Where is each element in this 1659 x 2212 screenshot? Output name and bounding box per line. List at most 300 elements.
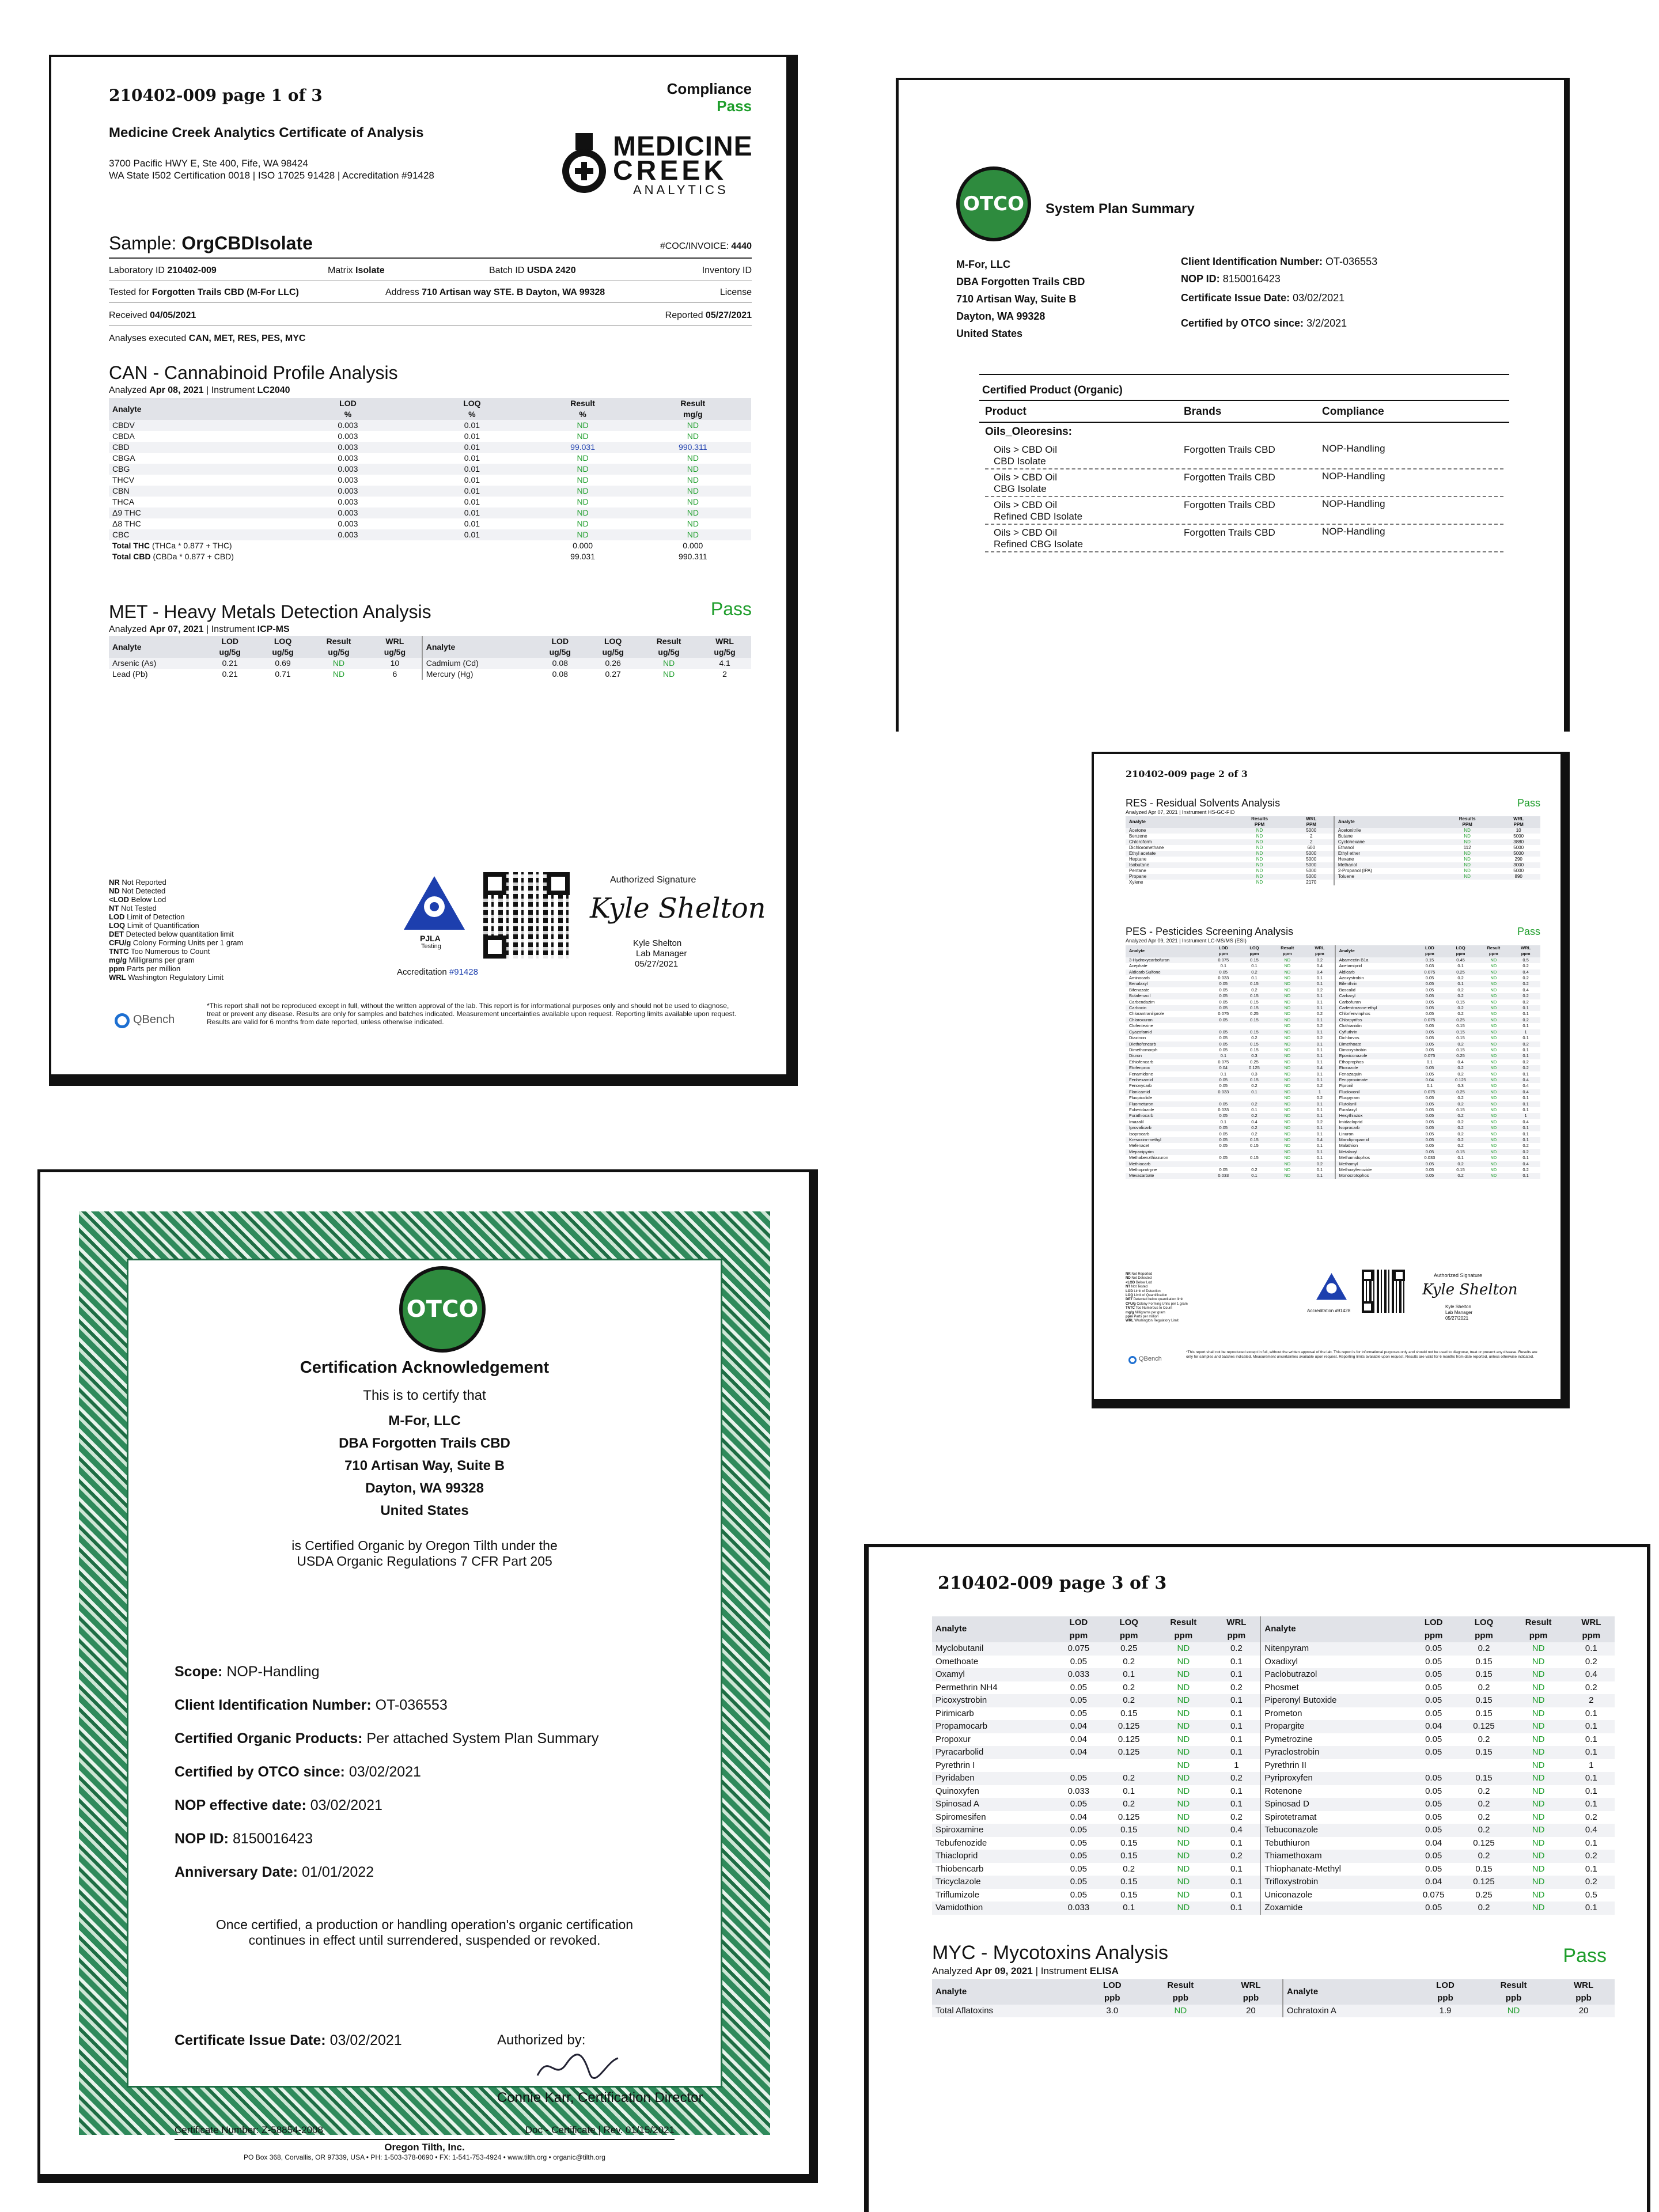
batch-value: USDA 2420 — [527, 266, 576, 275]
table-cell: ND — [1270, 1125, 1305, 1131]
table-cell: Diuron — [1126, 1053, 1208, 1059]
table-cell: Spinosad A — [932, 1798, 1054, 1811]
footer-rule — [175, 2139, 675, 2140]
column-header: WRL ppm — [1213, 1616, 1260, 1642]
column-header: WRL ug/5g — [368, 636, 422, 658]
table-cell: ND — [531, 507, 635, 518]
table-cell: 0.05 — [1414, 1065, 1445, 1071]
table-row — [1126, 1065, 1540, 1071]
table-cell: ND — [1284, 1071, 1291, 1077]
total-cbd-row — [109, 551, 751, 562]
table-cell: 0.2 — [1478, 1734, 1490, 1744]
table-cell: ND — [1490, 1059, 1497, 1065]
table-cell — [1239, 1161, 1270, 1167]
table-row — [932, 1656, 1615, 1669]
table-cell: ND — [1509, 1876, 1568, 1889]
table-cell: 0.1 — [1522, 1155, 1529, 1161]
table-cell: ND — [1509, 1720, 1568, 1733]
myc-title: MYC - Mycotoxins Analysis — [932, 1942, 1168, 1964]
table-cell: Propamocarb — [932, 1720, 1054, 1733]
table-cell: ND — [1284, 987, 1291, 993]
column-header: LOD % — [283, 398, 414, 420]
table-row — [1126, 1107, 1540, 1113]
table-cell: ND — [577, 497, 589, 506]
legend-meaning: Below Lod — [1135, 1281, 1152, 1285]
table-cell: 0.25 — [1250, 1059, 1259, 1065]
table-cell: 0.25 — [1445, 1017, 1476, 1023]
table-row — [1126, 880, 1540, 885]
table-cell: Acephate — [1129, 963, 1147, 969]
table-row — [1126, 874, 1540, 880]
table-cell: Flutolanil — [1335, 1101, 1414, 1107]
table-row — [109, 658, 751, 669]
table-row — [1126, 1137, 1540, 1143]
table-cell: ND — [1256, 880, 1263, 885]
table-cell: 0.2 — [1478, 1786, 1490, 1796]
table-cell: ND — [1270, 1041, 1305, 1047]
table-cell: Fluometuron — [1126, 1101, 1208, 1107]
table-cell: Pyridaben — [932, 1772, 1054, 1785]
table-cell: Metalaxyl — [1335, 1149, 1414, 1155]
table-cell: Zoxamide — [1260, 1902, 1408, 1915]
column-header: Result % — [531, 398, 635, 420]
table-cell: ND — [1509, 1772, 1568, 1785]
column-header: Analyte — [1283, 1979, 1416, 2005]
table-cell: 0.1 — [1522, 1023, 1529, 1029]
table-cell: ND — [1154, 1850, 1213, 1863]
table-cell: 0.05 — [1414, 1113, 1445, 1119]
table-cell: ND — [1270, 1053, 1305, 1059]
table-cell: ND — [1532, 1838, 1545, 1848]
table-cell: 0.1 — [1511, 1101, 1540, 1107]
table-cell: 0.1 — [1213, 1798, 1260, 1811]
table-cell: ND — [1270, 1017, 1305, 1023]
table-cell: 0.2 — [1445, 1161, 1476, 1167]
table-cell: 0.1 — [1230, 1734, 1243, 1744]
plan-product-row — [985, 525, 1503, 552]
table-cell: 0.05 — [1219, 1035, 1228, 1041]
table-cell: ND — [531, 529, 635, 540]
table-cell: Nitenpyram — [1260, 1642, 1408, 1656]
table-row — [1126, 1071, 1540, 1077]
table-cell: 600 — [1307, 845, 1315, 850]
table-cell: 0.033 — [1208, 1173, 1239, 1179]
table-cell: 0.05 — [1219, 1083, 1228, 1089]
table-cell: 2-Propanol (IPA) — [1334, 868, 1438, 874]
license: License — [719, 287, 752, 297]
table-row — [1126, 1173, 1540, 1179]
table-cell: 0.2 — [1585, 1682, 1597, 1692]
column-header: WRL ug/5g — [698, 636, 751, 658]
table-row — [1126, 1149, 1540, 1155]
column-header: WRL ppm — [1511, 945, 1540, 957]
table-cell: Tebuthiuron — [1260, 1837, 1408, 1850]
table-cell: 0.2 — [1511, 993, 1540, 999]
p2-legend — [1126, 1272, 1188, 1324]
table-cell: 0.2 — [1316, 1023, 1323, 1029]
certification-acknowledgement — [37, 1169, 818, 2183]
total-mg: 990.311 — [635, 551, 751, 562]
table-cell: ND — [635, 507, 751, 518]
table-cell: THCA — [112, 497, 135, 506]
plan-address-line: DBA Forgotten Trails CBD — [956, 276, 1085, 287]
table-cell: 0.1 — [1511, 1005, 1540, 1011]
table-cell: 0.1 — [1457, 1155, 1464, 1161]
table-row — [1126, 1089, 1540, 1095]
table-cell: 0.05 — [1208, 1029, 1239, 1035]
table-cell: 0.05 — [1054, 1876, 1104, 1889]
table-cell: 5000 — [1289, 862, 1334, 868]
client-id-value: OT-036553 — [1325, 256, 1378, 267]
table-cell: 0.2 — [1457, 1131, 1464, 1137]
table-cell: 0.04 — [1054, 1720, 1104, 1733]
table-cell: ND — [1284, 1119, 1291, 1124]
table-cell: 0.3 — [1251, 1071, 1257, 1077]
table-cell: ND — [1490, 987, 1497, 993]
tested-for — [109, 287, 299, 298]
table-cell: 0.15 — [1456, 1107, 1465, 1112]
table-cell: Abamectin B1a — [1335, 957, 1414, 963]
legend-meaning: Colony Forming Units per 1 gram — [1135, 1302, 1188, 1306]
table-cell: 0.1 — [1123, 1786, 1135, 1796]
table-cell: Isoprocarb — [1335, 1125, 1414, 1131]
table-cell: 0.15 — [1475, 1656, 1493, 1666]
table-cell: ND — [1532, 1889, 1545, 1900]
table-cell: 0.075 — [1218, 1059, 1229, 1065]
address — [385, 287, 605, 298]
table-cell: 0.2 — [1445, 1101, 1476, 1107]
table-cell: ND — [1476, 1065, 1511, 1071]
table-cell: ND — [1177, 1708, 1190, 1718]
director-name: Connie Karr, Certification Director — [497, 2090, 703, 2105]
table-row — [932, 1889, 1615, 1902]
table-cell: Phosmet — [1260, 1681, 1408, 1695]
legend-abbrev: WRL — [1126, 1319, 1134, 1323]
table-cell: CBDA — [112, 431, 135, 441]
table-cell — [1054, 1759, 1104, 1772]
table-cell: Fenpyroximate — [1335, 1077, 1414, 1083]
signer-title: Lab Manager — [636, 949, 687, 959]
table-cell: 3.0 — [1083, 2005, 1142, 2017]
table-cell: 0.125 — [1239, 1065, 1270, 1071]
plan-client-id — [1181, 256, 1377, 268]
legend-meaning: Washington Regulatory Limit — [1133, 1319, 1179, 1323]
table-cell: 0.04 — [1425, 1838, 1442, 1848]
table-cell: 0.4 — [1522, 1083, 1529, 1089]
table-cell: ND — [1476, 1149, 1511, 1155]
table-cell: 0.1 — [1568, 1720, 1615, 1733]
sample-label: Sample: — [109, 233, 177, 253]
table-cell: 0.1 — [1568, 1746, 1615, 1759]
doc-revision: Doc - Certificate | Rev. 01/15/2021 — [525, 2124, 675, 2135]
table-cell: 0.2 — [1511, 1065, 1540, 1071]
column-header: Result ppm — [1476, 945, 1511, 957]
table-cell: 0.2 — [1478, 1682, 1490, 1692]
table-row — [1126, 1011, 1540, 1017]
analyses-label: Analyses executed — [109, 334, 187, 343]
table-row — [932, 1850, 1615, 1863]
table-row — [1126, 1023, 1540, 1029]
table-cell: Methiocarb — [1126, 1161, 1208, 1167]
table-cell: ND — [1284, 1107, 1291, 1112]
table-row — [109, 497, 751, 507]
table-cell: 890 — [1497, 874, 1540, 880]
system-plan-summary — [896, 78, 1570, 732]
product-name: Oils > CBD Oil — [994, 472, 1058, 483]
table-cell: 0.075 — [1414, 1017, 1445, 1023]
table-cell: 0.05 — [1208, 1101, 1239, 1107]
table-cell: Isoprocarb — [1129, 1131, 1150, 1137]
section-rule — [979, 400, 1509, 401]
column-header: Result mg/g — [635, 398, 751, 420]
table-cell: 5000 — [1306, 857, 1317, 862]
column-header: WRL PPM — [1289, 816, 1334, 828]
legend-item — [1126, 1290, 1188, 1294]
table-cell: 0.2 — [1457, 975, 1464, 981]
table-cell: ND — [1270, 969, 1305, 975]
table-cell: 0.05 — [1425, 1095, 1434, 1101]
table-cell: 0.2 — [1457, 1071, 1464, 1077]
table-cell: Hexane — [1334, 857, 1438, 862]
table-cell: Thiacloprid — [932, 1850, 1054, 1863]
table-cell: ND — [1509, 1642, 1568, 1656]
legend-item — [1126, 1272, 1188, 1277]
table-cell: Ethanol — [1334, 845, 1438, 851]
authorized-signature-label: Authorized Signature — [610, 875, 696, 885]
legend-abbrev: CFU/g — [1126, 1302, 1136, 1306]
table-cell: 0.4 — [1511, 1161, 1540, 1167]
table-cell: 0.05 — [1414, 1137, 1445, 1143]
product-variant: Refined CBG Isolate — [994, 539, 1083, 550]
table-cell: ND — [687, 453, 699, 463]
table-header-row — [1126, 816, 1540, 828]
client-id-label: Client Identification Number: — [1181, 256, 1323, 267]
table-cell: Fenoxycarb — [1129, 1083, 1152, 1089]
row-rule — [109, 302, 752, 303]
lab-id — [109, 266, 217, 276]
table-cell: 0.05 — [1208, 1077, 1239, 1083]
table-row — [1126, 1035, 1540, 1041]
legend-abbrev: ppm — [109, 964, 125, 973]
table-cell: Δ9 THC — [109, 507, 283, 518]
table-cell: 0.05 — [1054, 1824, 1104, 1837]
table-cell: 5000 — [1513, 834, 1524, 839]
table-cell: ND — [1476, 1173, 1511, 1179]
legend-meaning: Too Numerous to Count — [128, 947, 210, 956]
table-cell: 0.05 — [1408, 1772, 1459, 1785]
table-cell: 0.2 — [1522, 963, 1529, 969]
table-cell: 0.05 — [1070, 1682, 1087, 1692]
table-cell: 0.1 — [1585, 1786, 1597, 1796]
table-cell — [1334, 880, 1438, 885]
table-cell: 0.1 — [1316, 1107, 1323, 1112]
table-cell: 0.25 — [1445, 1053, 1476, 1059]
table-cell: 0.2 — [1316, 1035, 1323, 1041]
table-cell: 0.15 — [1250, 1047, 1259, 1052]
table-row — [932, 1785, 1615, 1798]
table-cell: ND — [1230, 839, 1289, 845]
table-cell: 0.1 — [1522, 1131, 1529, 1137]
table-cell: 0.15 — [1459, 1772, 1509, 1785]
table-cell: Mefenacet — [1129, 1143, 1150, 1149]
myc-pass: Pass — [1563, 1945, 1607, 1967]
table-cell: 0.2 — [1305, 957, 1335, 963]
table-cell: 0.1 — [1585, 1708, 1597, 1718]
table-cell: 0.2 — [1445, 1065, 1476, 1071]
table-cell: 0.04 — [1414, 1077, 1445, 1083]
legend-item — [109, 956, 243, 964]
qbench-label: QBench — [1139, 1355, 1162, 1362]
legend-meaning: Limit of Detection — [124, 912, 185, 921]
table-cell: 0.05 — [1425, 1708, 1442, 1718]
table-cell: Boscalid — [1335, 987, 1414, 993]
table-cell: 0.2 — [1585, 1656, 1597, 1666]
table-cell: 0.15 — [1239, 1029, 1270, 1035]
table-cell: Dimoxystrobin — [1335, 1047, 1414, 1053]
column-header: Analyte — [422, 636, 534, 658]
legend-item — [109, 887, 243, 895]
table-cell: 0.4 — [1511, 1077, 1540, 1083]
table-cell: Monocrotophos — [1335, 1173, 1414, 1179]
table-cell: Carbaryl — [1335, 993, 1414, 999]
issue-date: Certificate Issue Date: 03/02/2021 — [175, 2032, 402, 2048]
abbreviation-legend — [109, 878, 243, 982]
table-cell: 0.1 — [1522, 1035, 1529, 1041]
table-cell: Dichlorvos — [1335, 1035, 1414, 1041]
table-cell: 0.1 — [1457, 963, 1464, 969]
table-cell: 0.2 — [1511, 1041, 1540, 1047]
table-cell: Cadmium (Cd) — [422, 658, 534, 669]
table-cell: Methanol — [1334, 862, 1438, 868]
table-cell: 0.15 — [1459, 1668, 1509, 1681]
table-cell: 0.075 — [1208, 957, 1239, 963]
pes-title: PES - Pesticides Screening Analysis — [1126, 926, 1294, 937]
legend-meaning: Limit of Quantification — [125, 921, 199, 930]
table-cell: 0.1 — [1305, 981, 1335, 987]
table-cell: ND — [1490, 1047, 1497, 1052]
table-cell: 0.1 — [1511, 1137, 1540, 1143]
table-cell: 0.1 — [1305, 1149, 1335, 1155]
plan-address-line: M-For, LLC — [956, 259, 1010, 270]
table-cell: ND — [1532, 1734, 1545, 1744]
column-header: LOD ug/5g — [533, 636, 586, 658]
table-cell: 0.4 — [1251, 1119, 1257, 1124]
table-cell: 0.15 — [1445, 1149, 1476, 1155]
plan-nop-id — [1181, 273, 1281, 285]
column-header: Result ppm — [1509, 1616, 1568, 1642]
product-compliance: NOP-Handling — [1322, 526, 1385, 537]
product-name: Oils > CBD Oil — [994, 499, 1058, 510]
legend-item — [1126, 1277, 1188, 1281]
table-cell: 0.2 — [1239, 1113, 1270, 1119]
pes-pass: Pass — [1517, 926, 1540, 937]
table-cell: Butane — [1334, 834, 1438, 839]
table-cell: ND — [1284, 1131, 1291, 1137]
table-cell: 4.1 — [698, 658, 751, 669]
table-row — [932, 1759, 1615, 1772]
table-cell: 0.075 — [1414, 1053, 1445, 1059]
table-cell: Linuron — [1335, 1131, 1414, 1137]
table-cell: 5000 — [1289, 874, 1334, 880]
table-cell: Methoprotryne — [1129, 1167, 1157, 1173]
sample-rule — [109, 257, 752, 259]
table-cell: 2 — [1568, 1694, 1615, 1707]
table-cell: 0.1 — [1511, 1053, 1540, 1059]
table-cell: 0.04 — [1070, 1734, 1087, 1744]
table-cell: ND — [1284, 1011, 1291, 1017]
table-cell: 0.003 — [338, 497, 358, 506]
table-cell: ND — [1256, 868, 1263, 873]
table-cell: 0.1 — [1230, 1838, 1243, 1848]
table-cell: 3-Hydroxycarbofuran — [1126, 957, 1208, 963]
table-header-row — [932, 1979, 1615, 2005]
table-cell: ND — [1177, 1863, 1190, 1874]
legend-item — [109, 921, 243, 930]
table-cell: 0.2 — [1316, 1095, 1323, 1101]
signature: Kyle Shelton — [1422, 1281, 1518, 1298]
table-cell: 0.2 — [1457, 1143, 1464, 1149]
anniversary-date: Anniversary Date: 01/01/2022 — [175, 1864, 374, 1880]
table-cell: 0.2 — [1478, 1812, 1490, 1822]
table-cell: 0.4 — [1305, 1137, 1335, 1143]
signature: Kyle Shelton — [590, 892, 766, 925]
table-cell: 0.01 — [464, 475, 480, 484]
accreditation — [397, 967, 478, 977]
accreditation-value: #91428 — [449, 967, 478, 977]
table-cell: 20 — [1552, 2005, 1615, 2017]
column-header: LOD ppm — [1208, 945, 1239, 957]
table-cell: 0.1 — [1104, 1902, 1154, 1915]
row-rule — [109, 325, 752, 326]
column-header: Analyte — [1126, 816, 1230, 828]
table-cell: ND — [1509, 1694, 1568, 1707]
table-cell: Clofentezine — [1129, 1023, 1153, 1029]
table-cell: ND — [687, 497, 699, 506]
product-compliance: NOP-Handling — [1322, 443, 1385, 454]
table-cell: 10 — [368, 658, 422, 669]
table-cell: Acetamiprid — [1335, 963, 1414, 969]
table-cell: 0.05 — [1219, 1131, 1228, 1137]
table-cell — [1408, 1759, 1459, 1772]
table-cell: ND — [577, 475, 589, 484]
table-cell — [1497, 880, 1540, 885]
org-contact: PO Box 368, Corvallis, OR 97339, USA • PH: 1-503-378-0690 • FX: 1-541-753-4924 • www.tilth.org • organic@tilth.org — [244, 2153, 605, 2161]
legend-item — [109, 895, 243, 904]
table-cell: 0.04 — [1408, 1876, 1459, 1889]
table-cell: 1 — [1511, 1029, 1540, 1035]
plan-address-line: Dayton, WA 99328 — [956, 310, 1046, 322]
table-cell: 0.05 — [1425, 1734, 1442, 1744]
table-cell: Total Aflatoxins — [932, 2005, 1083, 2017]
table-cell: 0.1 — [1316, 999, 1323, 1005]
table-cell: 0.04 — [1408, 1720, 1459, 1733]
res-analyzed: Analyzed Apr 07, 2021 | Instrument HS-GC-FID — [1126, 809, 1235, 815]
table-row — [1126, 1125, 1540, 1131]
table-cell: 0.1 — [1316, 1155, 1323, 1161]
table-cell: 0.05 — [1219, 1167, 1228, 1173]
table-row — [1126, 1041, 1540, 1047]
table-cell: ND — [1284, 1143, 1291, 1149]
matrix-label: Matrix — [328, 266, 353, 275]
table-cell: ND — [309, 658, 368, 669]
table-cell: ND — [577, 431, 589, 441]
table-cell: 0.1 — [1316, 1059, 1323, 1065]
table-cell: Toluene — [1334, 874, 1438, 880]
table-cell: ND — [1270, 993, 1305, 999]
table-row — [109, 475, 751, 486]
table-cell: 0.2 — [1239, 1125, 1270, 1131]
table-cell: Mevacarbate — [1126, 1173, 1208, 1179]
